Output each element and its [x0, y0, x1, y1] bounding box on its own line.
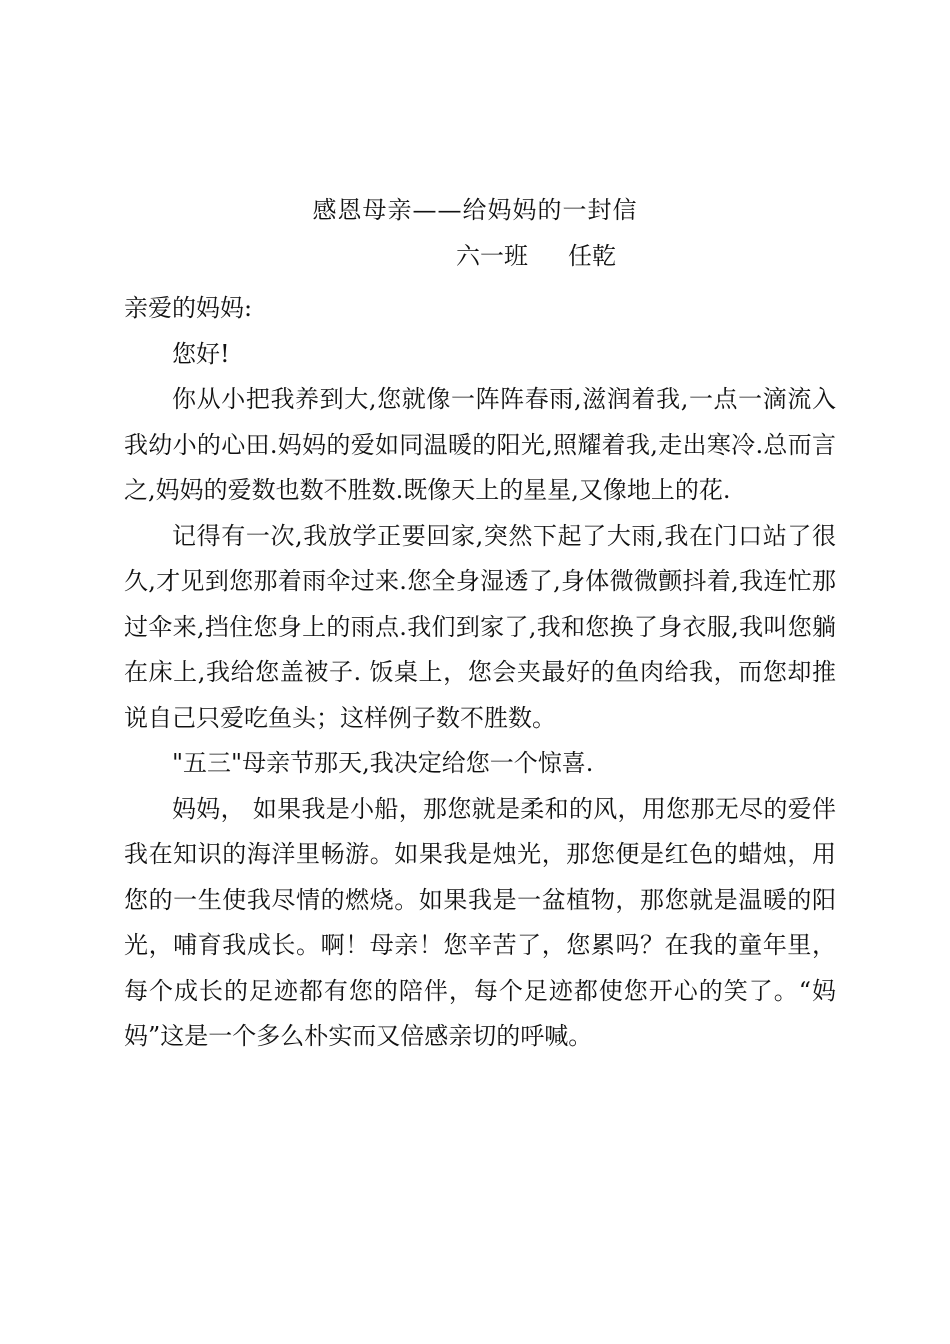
body-paragraph: "五三"母亲节那天,我决定给您一个惊喜.: [172, 749, 594, 777]
document-title: 感恩母亲——给妈妈的一封信: [312, 196, 638, 224]
body-paragraph: 你从小把我养到大,您就像一阵阵春雨,滋润着我,一点一滴流入我幼小的心田.妈妈的爱如同温暖的阳光,照耀着我,走出寒冷.总而言之,妈妈的爱数也数不胜数.既像天上的星星,又像地上的花.: [124, 385, 836, 504]
salutation: 亲爱的妈妈:: [124, 294, 253, 322]
author-class: 六一班: [456, 242, 528, 270]
author-name: 任乾: [568, 242, 616, 270]
author-line: [456, 238, 616, 274]
body-paragraph: 记得有一次,我放学正要回家,突然下起了大雨,我在门口站了很久,才见到您那着雨伞过来.您全身湿透了,身体微微颤抖着,我连忙那过伞来,挡住您身上的雨点.我们到家了,我和您换了身衣服,我叫您躺在床上,我给您盖被子. 饭桌上，您会夹最好的鱼肉给我，而您却推说自己只爱吃鱼头；这样例子数不胜数。: [124, 521, 836, 732]
body-paragraph: 妈妈， 如果我是小船，那您就是柔和的风，用您那无尽的爱伴我在知识的海洋里畅游。如果我是烛光，那您便是红色的蜡烛，用您的一生使我尽情的燃烧。如果我是一盆植物，那您就是温暖的阳光，哺育我成长。啊！母亲！您辛苦了，您累吗？在我的童年里，每个成长的足迹都有您的陪伴，每个足迹都使您开心的笑了。“妈妈”这是一个多么朴实而又倍感亲切的呼喊。: [124, 794, 836, 1050]
letter-body: [124, 286, 836, 1060]
greeting-paragraph: 您好!: [172, 339, 230, 368]
